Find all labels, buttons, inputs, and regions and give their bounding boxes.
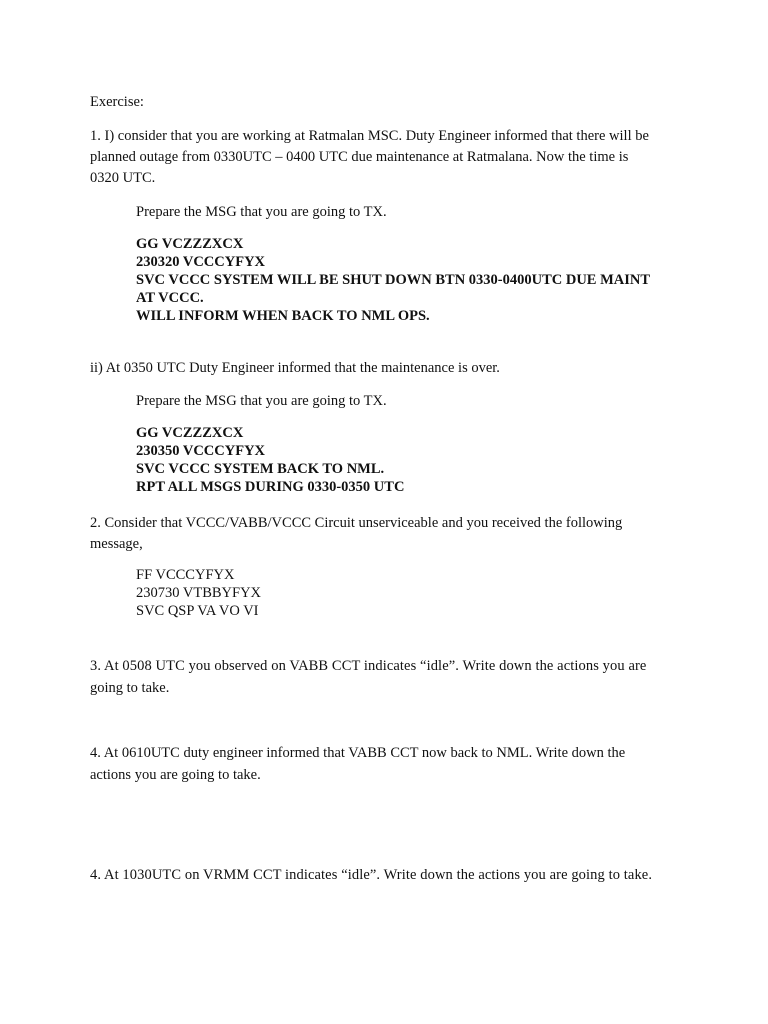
question-2-message-block [136,566,261,620]
question-1-line-1: 1. I) consider that you are working at Ratmalan MSC. Duty Engineer informed that there will be [90,128,649,144]
question-4a-line-2: actions you are going to take. [90,767,261,783]
question-1-message-line-3: SVC VCCC SYSTEM WILL BE SHUT DOWN BTN 0330-0400UTC DUE MAINT [136,272,651,288]
exercise-heading: Exercise: [90,94,144,110]
question-1-message-line-4: AT VCCC. [136,290,204,306]
question-1-prepare-instruction: Prepare the MSG that you are going to TX. [136,204,387,220]
question-3-line-2: going to take. [90,680,170,696]
question-2-message-line-2: 230730 VTBBYFYX [136,585,262,601]
question-2-message-line-1: FF VCCCYFYX [136,567,235,583]
question-1-ii-message-line-3: SVC VCCC SYSTEM BACK TO NML. [136,461,385,477]
question-1-ii-message-line-2: 230350 VCCCYFYX [136,443,266,459]
question-4a-line-1: 4. At 0610UTC duty engineer informed that VABB CCT now back to NML. Write down the [90,745,626,761]
question-1-message-line-2: 230320 VCCCYFYX [136,254,266,270]
question-1-line-3: 0320 UTC. [90,170,156,186]
question-1-ii-message-line-1: GG VCZZZXCX [136,425,244,441]
question-1-message-line-1: GG VCZZZXCX [136,236,244,252]
question-2-message-line-3: SVC QSP VA VO VI [136,603,259,619]
question-1-ii-message-block [136,424,404,496]
question-1-message-line-5: WILL INFORM WHEN BACK TO NML OPS. [136,308,430,324]
question-2-line-1: 2. Consider that VCCC/VABB/VCCC Circuit unserviceable and you received the following [90,515,623,531]
question-1-ii-message-line-4: RPT ALL MSGS DURING 0330-0350 UTC [136,479,405,495]
question-1-line-2: planned outage from 0330UTC – 0400 UTC due maintenance at Ratmalana. Now the time is [90,149,629,165]
question-1-ii-line: ii) At 0350 UTC Duty Engineer informed that the maintenance is over. [90,360,500,376]
question-3-line-1: 3. At 0508 UTC you observed on VABB CCT indicates “idle”. Write down the actions you are [90,658,647,674]
question-2-line-2: message, [90,536,143,552]
question-1-message-block [136,235,650,325]
question-4b-line-1: 4. At 1030UTC on VRMM CCT indicates “idle”. Write down the actions you are going to take. [90,867,653,883]
question-1-ii-prepare-instruction: Prepare the MSG that you are going to TX. [136,393,387,409]
